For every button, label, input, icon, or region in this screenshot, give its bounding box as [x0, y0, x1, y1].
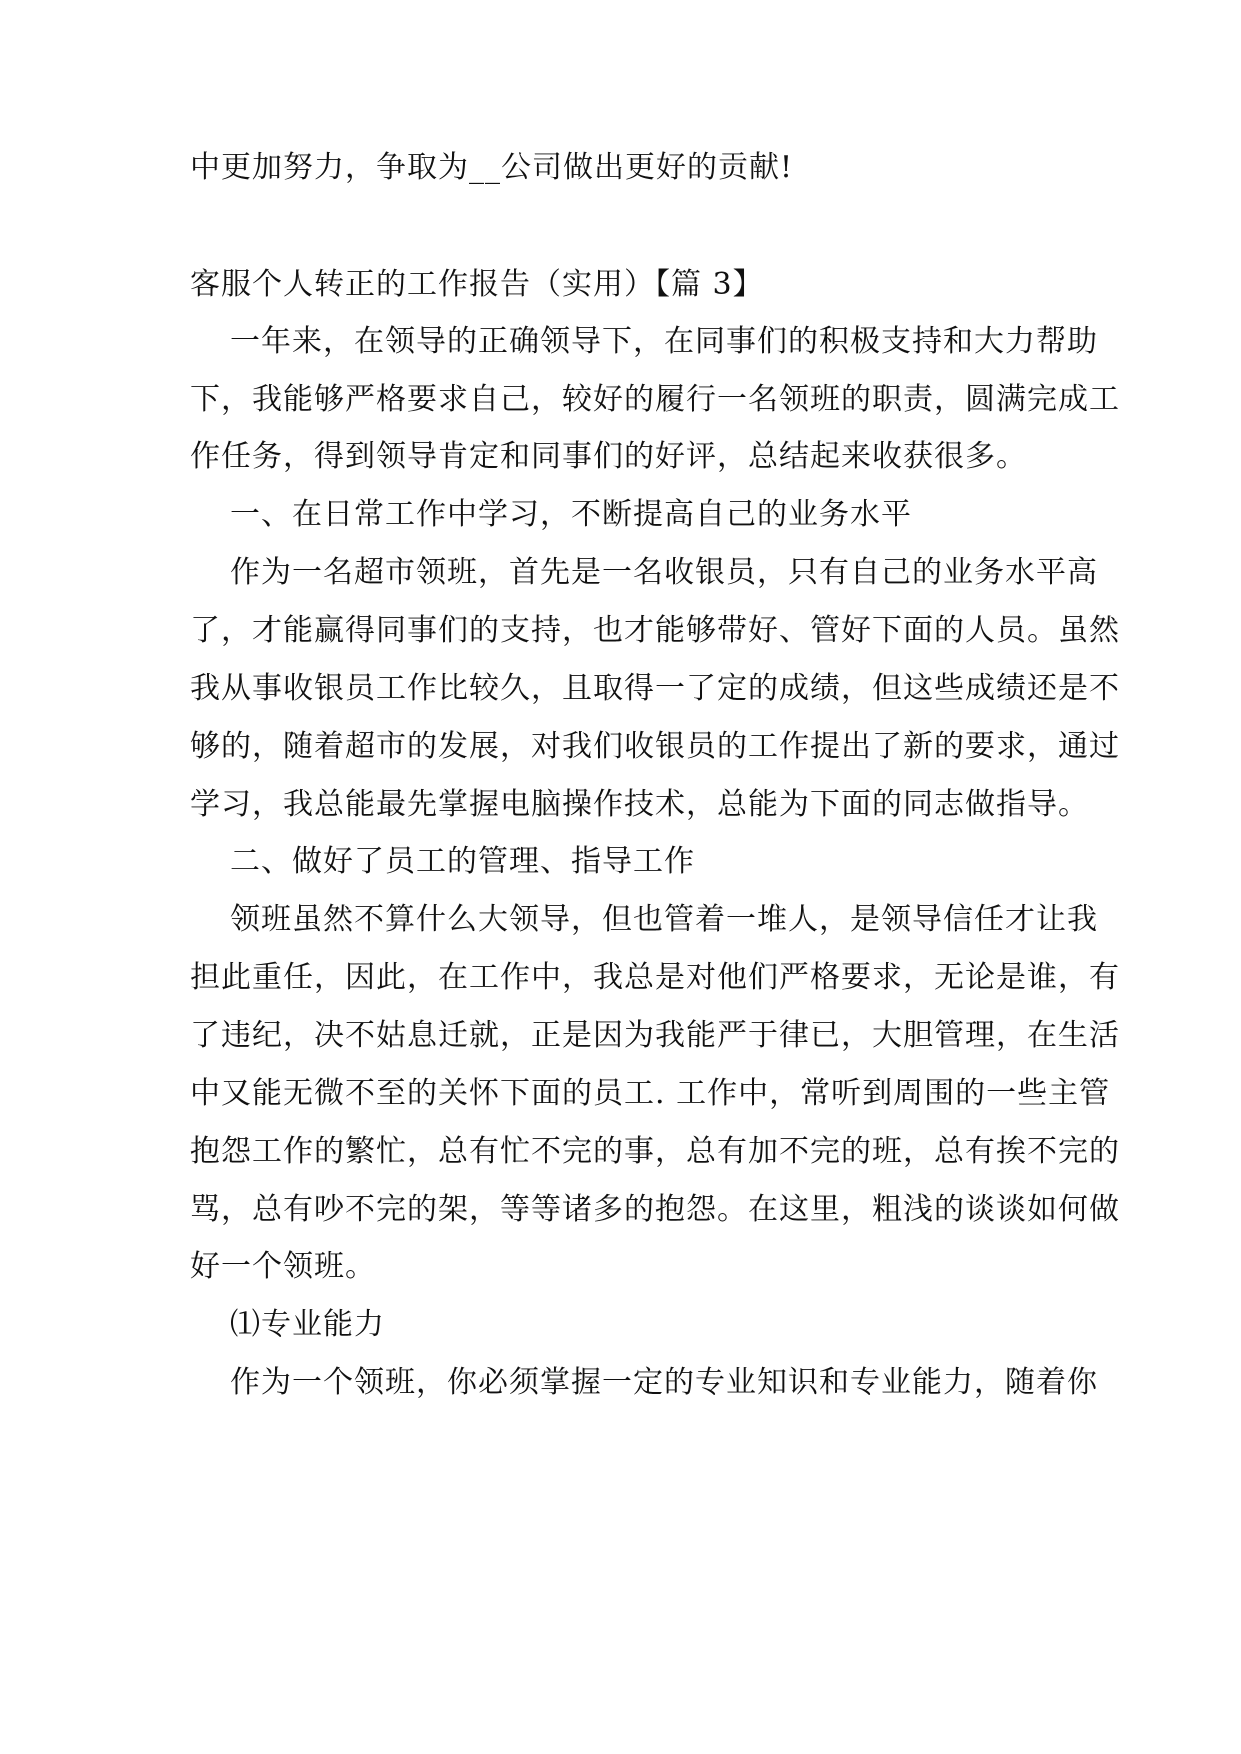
- paragraph-line: 好一个领班。: [190, 1249, 376, 1284]
- paragraph-line: 骂，总有吵不完的架，等等诸多的抱怨。在这里，粗浅的谈谈如何做: [190, 1192, 1120, 1227]
- subheading: 一、在日常工作中学习，不断提高自己的业务水平: [230, 497, 912, 532]
- subheading: ⑴专业能力: [230, 1307, 385, 1342]
- paragraph-line: 作为一个领班，你必须掌握一定的专业知识和专业能力，随着你: [230, 1365, 1098, 1400]
- section-title: 客服个人转正的工作报告（实用）【篇 3】: [190, 267, 764, 302]
- paragraph-line: 作任务，得到领导肯定和同事们的好评，总结起来收获很多。: [190, 439, 1027, 474]
- paragraph-line: 担此重任，因此，在工作中，我总是对他们严格要求，无论是谁，有: [190, 960, 1120, 995]
- paragraph-line: 下，我能够严格要求自己，较好的履行一名领班的职责，圆满完成工: [190, 382, 1120, 417]
- paragraph-line: 领班虽然不算什么大领导，但也管着一堆人，是领导信任才让我: [230, 902, 1098, 937]
- paragraph-line: 我从事收银员工作比较久，且取得一了定的成绩，但这些成绩还是不: [190, 671, 1120, 706]
- paragraph-line: 抱怨工作的繁忙，总有忙不完的事，总有加不完的班，总有挨不完的: [190, 1134, 1120, 1169]
- subheading: 二、做好了员工的管理、指导工作: [230, 844, 695, 879]
- continuation-line: 中更加努力，争取为__公司做出更好的贡献!: [190, 150, 794, 185]
- paragraph-line: 作为一名超市领班，首先是一名收银员，只有自己的业务水平高: [230, 555, 1098, 590]
- paragraph-line: 中又能无微不至的关怀下面的员工. 工作中，常听到周围的一些主管: [190, 1076, 1111, 1111]
- paragraph-line: 够的，随着超市的发展，对我们收银员的工作提出了新的要求，通过: [190, 729, 1120, 764]
- paragraph-line: 一年来，在领导的正确领导下，在同事们的积极支持和大力帮助: [230, 324, 1098, 359]
- paragraph-line: 学习，我总能最先掌握电脑操作技术，总能为下面的同志做指导。: [190, 787, 1089, 822]
- paragraph-line: 了违纪，决不姑息迁就，正是因为我能严于律已，大胆管理，在生活: [190, 1018, 1120, 1053]
- paragraph-line: 了，才能赢得同事们的支持，也才能够带好、管好下面的人员。虽然: [190, 613, 1120, 648]
